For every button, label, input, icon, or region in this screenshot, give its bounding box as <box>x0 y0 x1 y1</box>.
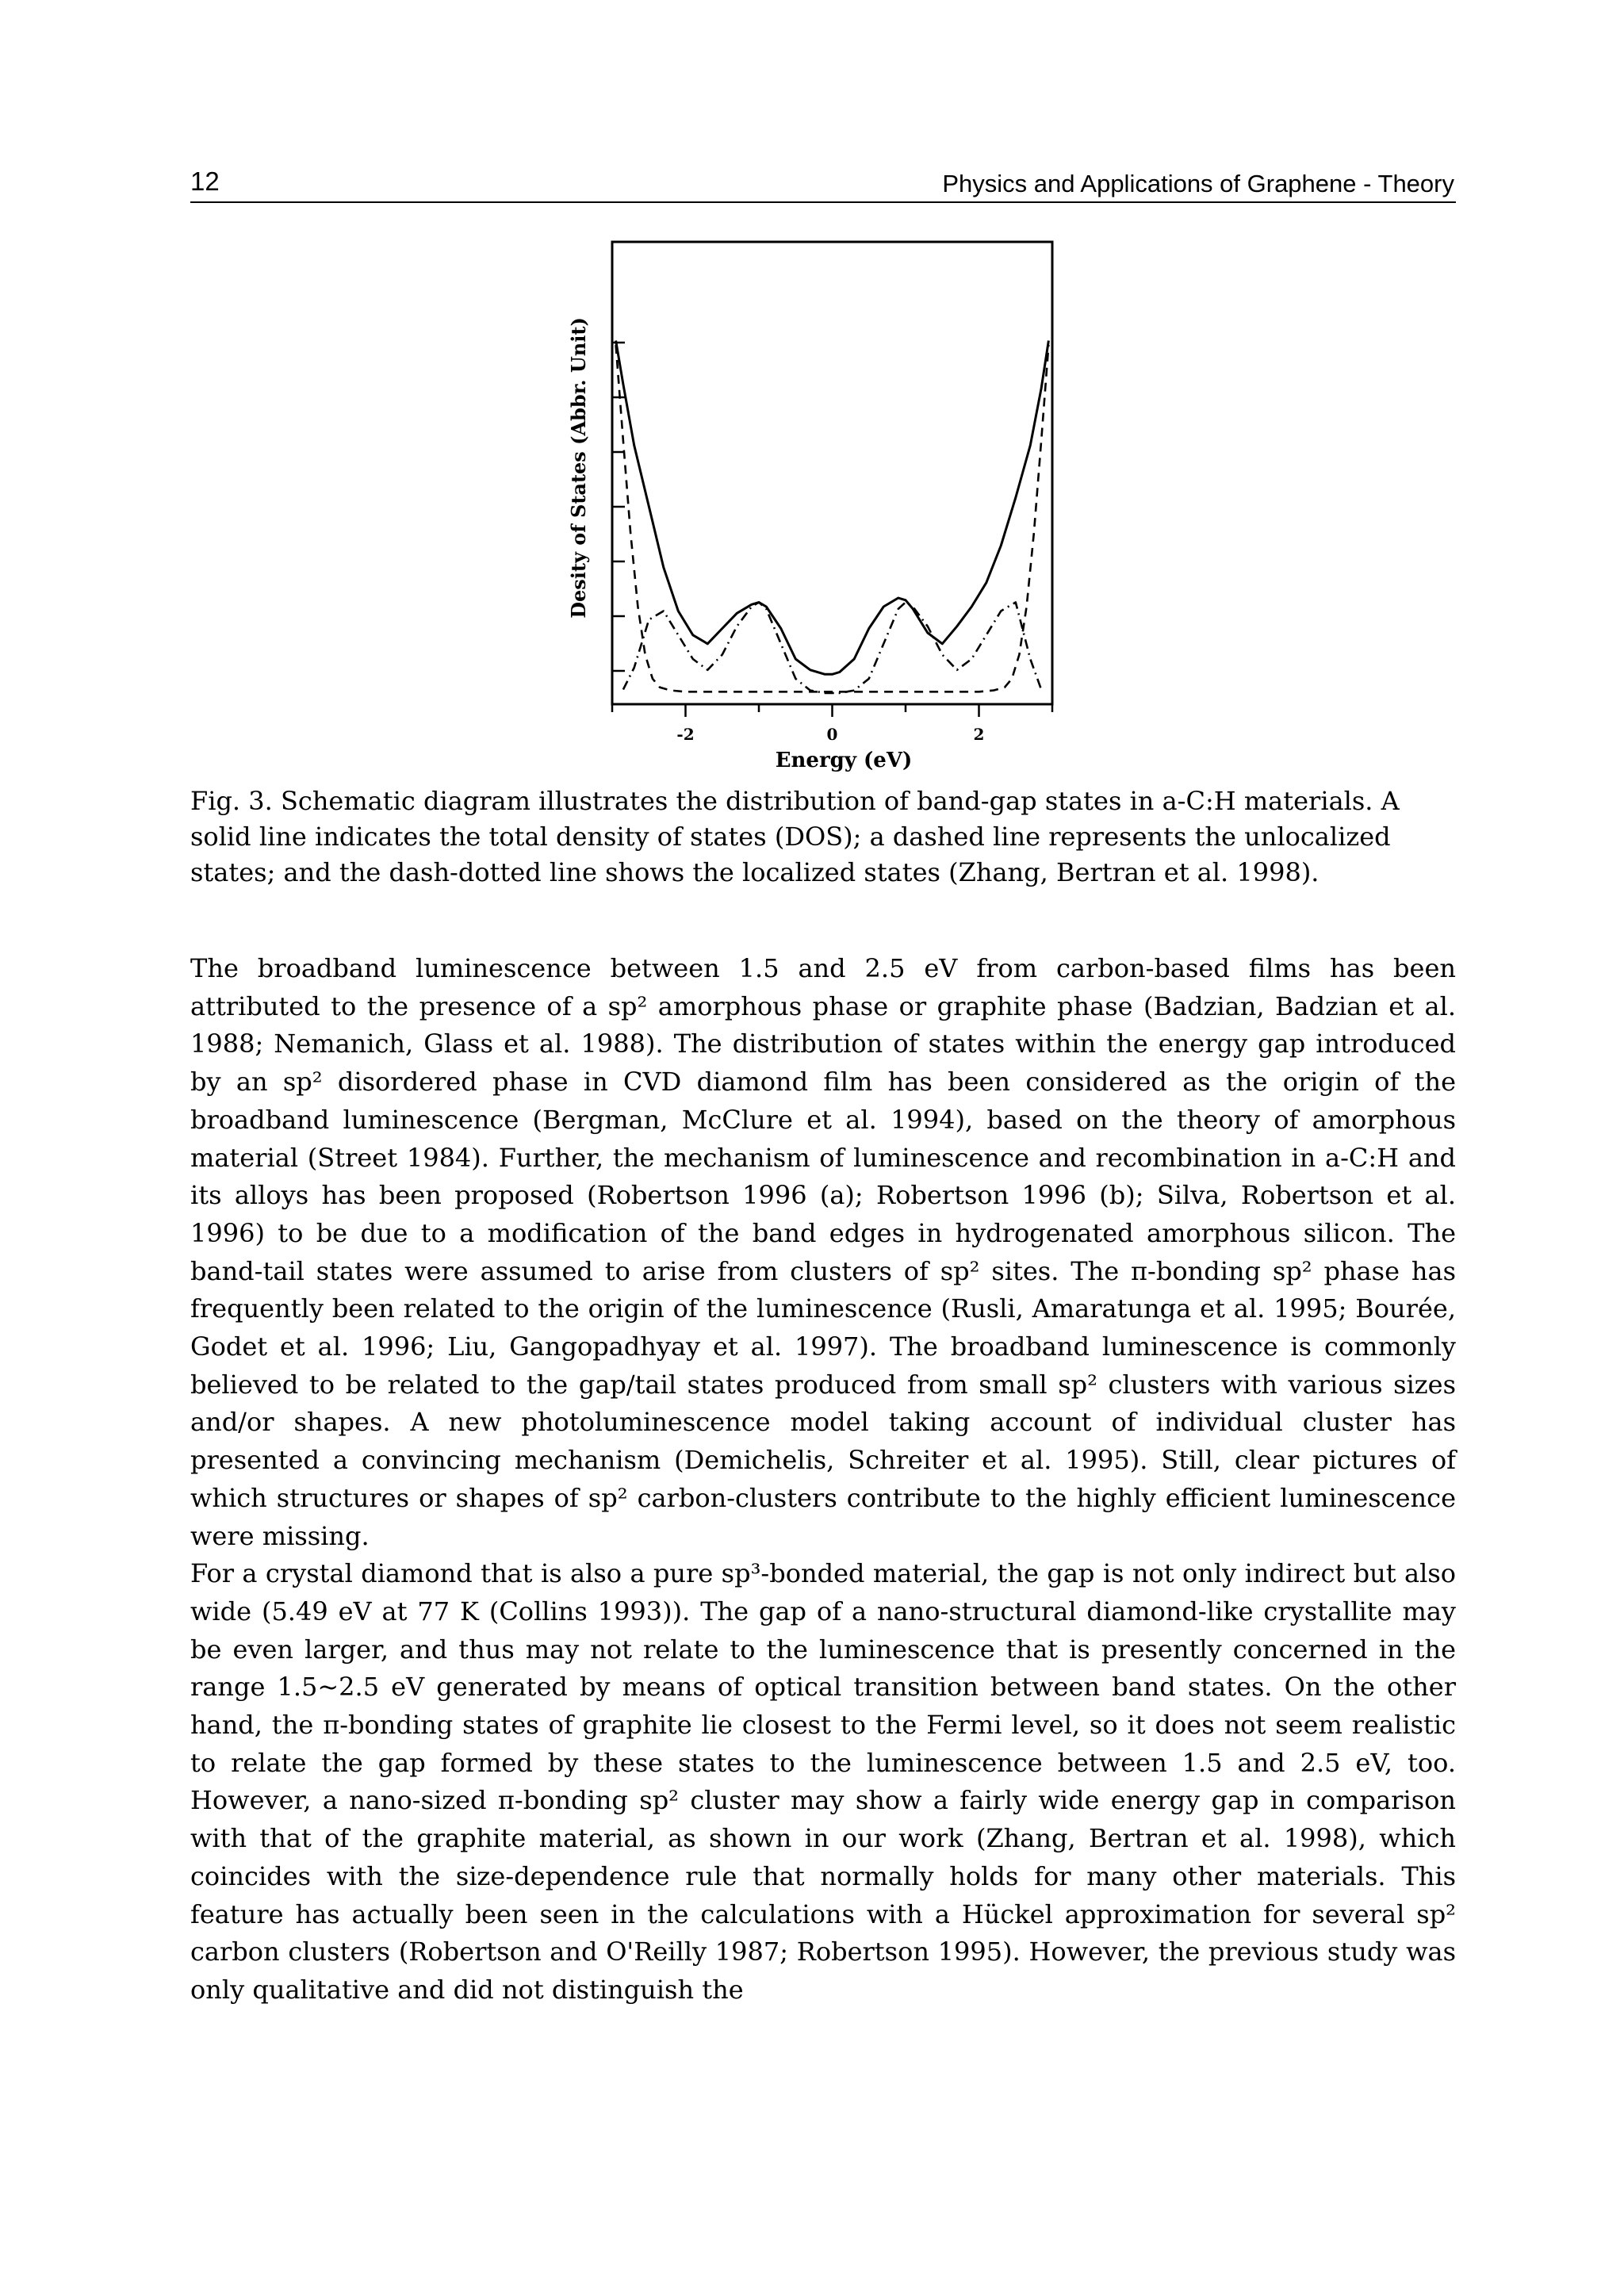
x-axis-label: Energy (eV) <box>775 749 913 772</box>
x-tick-label: 0 <box>826 725 838 744</box>
page-number: 12 <box>190 167 220 196</box>
chart-series <box>616 341 1049 693</box>
paragraph-1: The broadband luminescence between 1.5 and 2.5 eV from carbon-based films has been attributed to the presence of a sp² amorphous phase or graphite phase (Badzian, Badzian et al. 1988; Nemanich, Glass et al. 1988). The distribution of states within the energy gap introduced by an sp² disordered phase in CVD diamond film has been considered as the origin of the broadband luminescence (Bergman, McClure et al. 1994), based on the theory of amorphous material (Street 1984). Further, the mechanism of luminescence and recombination in a-C:H and its alloys has been proposed (Robertson 1996 (a); Robertson 1996 (b); Silva, Robertson et al. 1996) to be due to a modification of the band edges in hydrogenated amorphous silicon. The band-tail states were assumed to arise from clusters of sp² sites. The π-bonding sp² phase has frequently been related to the origin of the luminescence (Rusli, Amaratunga et al. 1995; Bourée, Godet et al. 1996; Liu, Gangopadhyay et al. 1997). The broadband luminescence is commonly believed to be related to the gap/tail states produced from small sp² clusters with various sizes and/or shapes. A new photoluminescence model taking account of individual cluster has presented a convincing mechanism (Demichelis, Schreiter et al. 1995). Still, clear pictures of which structures or shapes of sp² carbon-clusters contribute to the highly efficient luminescence were missing. <box>190 953 1456 1551</box>
x-tick-label: -2 <box>676 725 695 744</box>
figure-caption: Fig. 3. Schematic diagram illustrates the distribution of band-gap states in a-C:H materials. A solid line indicates the total density of states (DOS); a dashed line represents the unlocalized states; and the dash-dotted line shows the localized states (Zhang, Bertran et al. 1998). <box>190 786 1400 887</box>
running-title: Physics and Applications of Graphene - Theory <box>942 170 1454 197</box>
x-tick-labels <box>676 725 984 744</box>
localized-states-line <box>623 603 1041 693</box>
page-header <box>190 163 1456 203</box>
body-text <box>190 950 1456 2009</box>
plot-frame <box>612 242 1052 704</box>
y-axis-label: Desity of States (Abbr. Unit) <box>567 317 590 619</box>
paragraph-2: For a crystal diamond that is also a pure sp³-bonded material, the gap is not only indirect but also wide (5.49 eV at 77 K (Collins 1993)). The gap of a nano-structural diamond-like crystallite may be even larger, and thus may not relate to the luminescence that is presently concerned in the range 1.5~2.5 eV generated by means of optical transition between band states. On the other hand, the π-bonding states of graphite lie closest to the Fermi level, so it does not seem realistic to relate the gap formed by these states to the luminescence between 1.5 and 2.5 eV, too. However, a nano-sized π-bonding sp² cluster may show a fairly wide energy gap in comparison with that of the graphite material, as shown in our work (Zhang, Bertran et al. 1998), which coincides with the size-dependence rule that normally holds for many other materials. This feature has actually been seen in the calculations with a Hückel approximation for several sp² carbon clusters (Robertson and O'Reilly 1987; Robertson 1995). However, the previous study was only qualitative and did not distinguish the <box>190 1558 1456 2005</box>
x-tick-label: 2 <box>973 725 985 744</box>
total-dos-line <box>616 341 1049 675</box>
dos-chart <box>555 234 1078 773</box>
axis-ticks <box>612 343 1052 717</box>
